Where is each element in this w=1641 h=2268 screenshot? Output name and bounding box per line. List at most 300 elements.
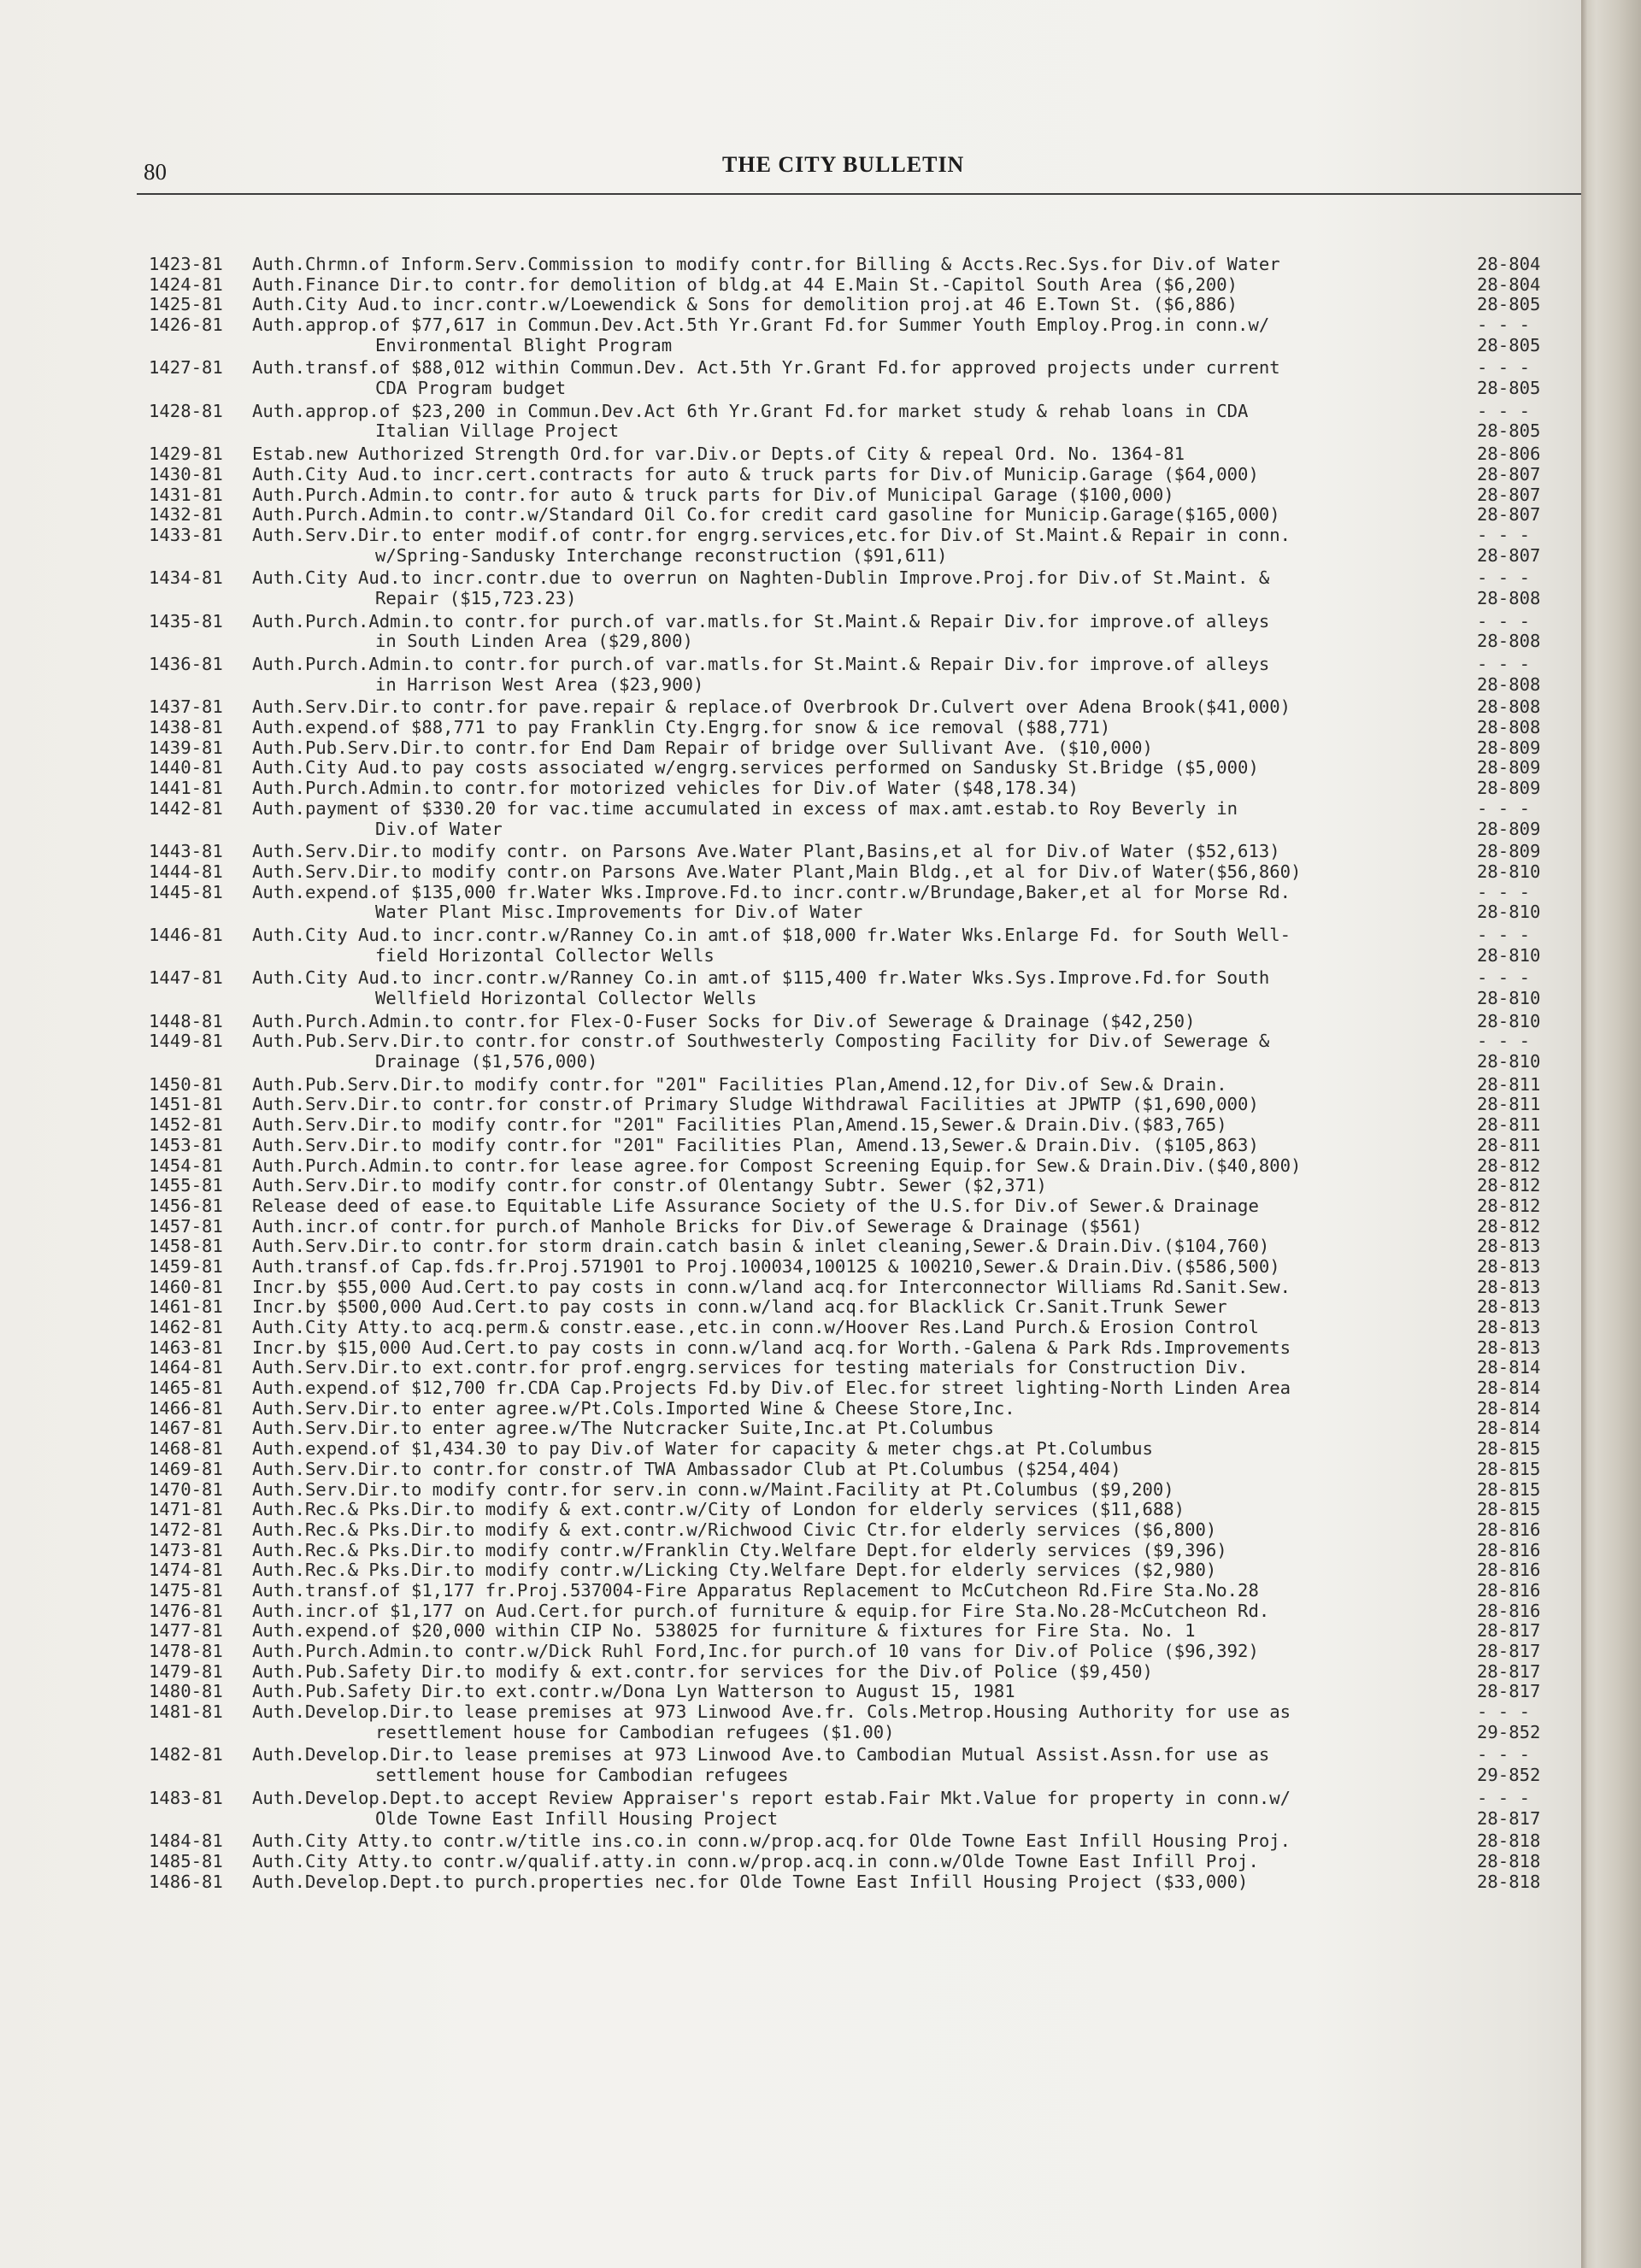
entry-line (0, 444, 1581, 465)
entry-description: Auth.Serv.Dir.to contr.for constr.of TWA Ambassador Club at Pt.Columbus ($254,404) (252, 1459, 1121, 1479)
entry-description: w/Spring-Sandusky Interchange reconstruction ($91,611) (375, 545, 948, 566)
page-reference: 28-813 (1477, 1337, 1541, 1358)
ordinance-number: 1440-81 (149, 757, 223, 779)
ordinance-entry (0, 1642, 1581, 1662)
entry-line (0, 1789, 1581, 1809)
ordinance-number: 1481-81 (149, 1701, 223, 1723)
page-reference: 28-814 (1477, 1357, 1541, 1378)
ordinance-entry (0, 444, 1581, 465)
entry-line (0, 1136, 1581, 1156)
entry-description: Auth.incr.of contr.for purch.of Manhole Bricks for Div.of Sewerage & Drainage ($561) (252, 1216, 1143, 1237)
ordinance-number: 1477-81 (149, 1620, 223, 1642)
entry-line (0, 402, 1581, 422)
ordinance-entry (0, 697, 1581, 718)
ordinance-entry (0, 1136, 1581, 1156)
ordinance-number: 1471-81 (149, 1499, 223, 1520)
page-reference: 28-812 (1477, 1155, 1541, 1176)
entry-line (0, 655, 1581, 675)
entry-line (0, 862, 1581, 883)
entry-line (0, 1075, 1581, 1096)
ordinance-number: 1470-81 (149, 1478, 223, 1500)
ordinance-number: 1436-81 (149, 654, 223, 675)
ordinance-number: 1468-81 (149, 1438, 223, 1460)
ordinance-number: 1431-81 (149, 484, 223, 505)
entry-description: Auth.Serv.Dir.to ext.contr.for prof.engrg.services for testing materials for Construction Div. (252, 1358, 1249, 1378)
page-reference: - - - (1477, 924, 1530, 945)
ordinance-number: 1461-81 (149, 1296, 223, 1318)
ordinance-number: 1454-81 (149, 1155, 223, 1176)
page-reference: 28-810 (1477, 861, 1541, 882)
entry-continuation-line (0, 379, 1581, 399)
entry-line (0, 1581, 1581, 1601)
entry-description: Auth.expend.of $88,771 to pay Franklin Cty.Engrg.for snow & ice removal ($88,771) (252, 718, 1111, 738)
ordinance-number: 1446-81 (149, 924, 223, 945)
ordinance-entry (0, 568, 1581, 608)
page-reference: - - - (1477, 1701, 1530, 1723)
entry-description: Auth.Serv.Dir.to modify contr.for serv.in conn.w/Maint.Facility at Pt.Columbus ($9,200) (252, 1479, 1174, 1500)
ordinance-number: 1457-81 (149, 1215, 223, 1237)
entry-description: Auth.Develop.Dir.to lease premises at 973 Linwood Ave.fr. Cols.Metrop.Housing Authority for use as (252, 1702, 1291, 1723)
entry-description: Auth.Purch.Admin.to contr.w/Standard Oil Co.for credit card gasoline for Municip.Garage($165,000) (252, 505, 1280, 526)
ordinance-number: 1475-81 (149, 1579, 223, 1601)
page-reference: - - - (1477, 400, 1530, 421)
ordinance-entry (0, 1746, 1581, 1786)
entry-description: Auth.payment of $330.20 for vac.time accumulated in excess of max.amt.estab.to Roy Beverly in (252, 798, 1238, 819)
ordinance-number: 1435-81 (149, 610, 223, 632)
page-reference: 28-805 (1477, 294, 1541, 315)
entry-description: Auth.Serv.Dir.to contr.for constr.of Primary Sludge Withdrawal Facilities at JPWTP ($1,690,000) (252, 1095, 1259, 1115)
entry-description: Italian Village Project (375, 421, 620, 442)
ordinance-number: 1466-81 (149, 1397, 223, 1419)
ordinance-entry (0, 1541, 1581, 1561)
entry-line (0, 505, 1581, 526)
entry-line (0, 1115, 1581, 1136)
entry-line (0, 526, 1581, 546)
ordinance-number: 1455-81 (149, 1175, 223, 1196)
page-reference: 28-810 (1477, 1051, 1541, 1072)
entry-line (0, 1621, 1581, 1642)
page-reference: 28-814 (1477, 1418, 1541, 1439)
ordinance-entry (0, 295, 1581, 315)
entry-line (0, 1541, 1581, 1561)
entry-description: Auth.Rec.& Pks.Dir.to modify contr.w/Licking Cty.Welfare Dept.for elderly services ($2,980) (252, 1560, 1217, 1581)
ordinance-entry (0, 612, 1581, 652)
ordinance-entry (0, 1378, 1581, 1399)
page-reference: 28-809 (1477, 841, 1541, 862)
page-reference: 28-812 (1477, 1175, 1541, 1196)
entry-line (0, 883, 1581, 903)
page-reference: 28-808 (1477, 631, 1541, 652)
page-reference: 29-852 (1477, 1765, 1541, 1786)
ordinance-number: 1478-81 (149, 1641, 223, 1662)
entry-description: Wellfield Horizontal Collector Wells (375, 989, 757, 1009)
entry-line (0, 1520, 1581, 1541)
page-reference: 28-815 (1477, 1458, 1541, 1479)
entry-description: Auth.Serv.Dir.to modify contr.for "201" Facilities Plan,Amend.15,Sewer.& Drain.Div.($83,765) (252, 1115, 1227, 1136)
entry-line (0, 295, 1581, 315)
ordinance-number: 1459-81 (149, 1255, 223, 1277)
running-title: THE CITY BULLETIN (722, 152, 965, 177)
entry-line (0, 1439, 1581, 1460)
entry-line (0, 485, 1581, 506)
entry-continuation-line (0, 1766, 1581, 1786)
entry-description: CDA Program budget (375, 379, 567, 399)
ordinance-number: 1429-81 (149, 444, 223, 465)
ordinance-number: 1482-81 (149, 1744, 223, 1766)
page-reference: 28-813 (1477, 1236, 1541, 1257)
page-reference: 28-813 (1477, 1317, 1541, 1338)
entry-line (0, 1852, 1581, 1872)
ordinance-entry (0, 1031, 1581, 1072)
page-reference: 28-816 (1477, 1539, 1541, 1560)
entry-description: Auth.Pub.Safety Dir.to modify & ext.contr.for services for the Div.of Police ($9,450) (252, 1661, 1153, 1682)
entry-description: field Horizontal Collector Wells (375, 945, 715, 966)
page-reference: 28-818 (1477, 1871, 1541, 1892)
page-reference: 28-816 (1477, 1560, 1541, 1581)
entry-line (0, 779, 1581, 799)
ordinance-entry (0, 1872, 1581, 1893)
ordinance-list (0, 255, 1581, 1892)
entry-description: Auth.Chrmn.of Inform.Serv.Commission to modify contr.for Billing & Accts.Rec.Sys.for Div.of Water (252, 254, 1280, 274)
entry-description: Auth.Develop.Dir.to lease premises at 973 Linwood Ave.to Cambodian Mutual Assist.Assn.for use as (252, 1745, 1270, 1766)
ordinance-number: 1474-81 (149, 1560, 223, 1581)
entry-description: Auth.City Aud.to incr.cert.contracts for auto & truck parts for Div.of Municip.Garage ($64,000) (252, 464, 1259, 485)
entry-description: Auth.Rec.& Pks.Dir.to modify & ext.contr.w/Richwood Civic Ctr.for elderly services ($6,800) (252, 1519, 1217, 1540)
ordinance-entry (0, 883, 1581, 923)
ordinance-number: 1469-81 (149, 1458, 223, 1479)
entry-description: Auth.approp.of $23,200 in Commun.Dev.Act 6th Yr.Grant Fd.for market study & rehab loans in CDA (252, 401, 1249, 421)
page-header (0, 0, 1581, 205)
ordinance-number: 1476-81 (149, 1600, 223, 1621)
entry-description: Auth.Purch.Admin.to contr.for Flex-O-Fuser Socks for Div.of Sewerage & Drainage ($42,250) (252, 1011, 1196, 1031)
entry-description: Auth.transf.of Cap.fds.fr.Proj.571901 to Proj.100034,100125 & 100210,Sewer.& Drain.Div.($586,500) (252, 1256, 1280, 1277)
ordinance-entry (0, 1297, 1581, 1318)
page-reference: 28-814 (1477, 1397, 1541, 1419)
ordinance-number: 1484-81 (149, 1830, 223, 1852)
ordinance-entry (0, 1075, 1581, 1096)
page-reference: 28-808 (1477, 673, 1541, 695)
page-reference: 28-808 (1477, 696, 1541, 718)
ordinance-entry (0, 925, 1581, 966)
ordinance-number: 1483-81 (149, 1787, 223, 1808)
entry-line (0, 1338, 1581, 1359)
entry-line (0, 1746, 1581, 1766)
entry-description: Div.of Water (375, 819, 503, 839)
ordinance-number: 1449-81 (149, 1031, 223, 1052)
entry-description: Environmental Blight Program (375, 335, 673, 355)
entry-line (0, 718, 1581, 738)
ordinance-entry (0, 465, 1581, 485)
entry-line (0, 568, 1581, 589)
entry-line (0, 1358, 1581, 1378)
entry-continuation-line (0, 989, 1581, 1009)
entry-continuation-line (0, 422, 1581, 443)
entry-description: Auth.Rec.& Pks.Dir.to modify & ext.contr.w/City of London for elderly services ($11,688) (252, 1500, 1185, 1520)
entry-line (0, 1096, 1581, 1116)
entry-description: Auth.Finance Dir.to contr.for demolition of bldg.at 44 E.Main St.-Capitol South Area ($6,200) (252, 274, 1238, 295)
ordinance-entry (0, 1196, 1581, 1217)
page-reference: 28-807 (1477, 504, 1541, 526)
ordinance-entry (0, 1278, 1581, 1298)
ordinance-entry (0, 799, 1581, 839)
entry-description: Incr.by $500,000 Aud.Cert.to pay costs in conn.w/land acq.for Blacklick Cr.Sanit.Trunk Sewer (252, 1297, 1227, 1318)
entry-line (0, 968, 1581, 989)
entry-line (0, 612, 1581, 632)
entry-description: Drainage ($1,576,000) (375, 1052, 598, 1072)
entry-line (0, 1662, 1581, 1683)
page-reference: - - - (1477, 357, 1530, 379)
page-reference: 28-813 (1477, 1276, 1541, 1297)
entry-continuation-line (0, 675, 1581, 696)
page-reference: - - - (1477, 881, 1530, 902)
ordinance-number: 1467-81 (149, 1418, 223, 1439)
ordinance-number: 1430-81 (149, 463, 223, 485)
page-reference: 28-817 (1477, 1807, 1541, 1829)
ordinance-number: 1462-81 (149, 1317, 223, 1338)
entry-continuation-line (0, 946, 1581, 967)
entry-description: settlement house for Cambodian refugees (375, 1766, 789, 1786)
ordinance-number: 1428-81 (149, 400, 223, 421)
entry-line (0, 738, 1581, 759)
page-reference: 28-814 (1477, 1378, 1541, 1399)
page-reference: 28-813 (1477, 1296, 1541, 1318)
entry-line (0, 1831, 1581, 1852)
entry-line (0, 465, 1581, 485)
page-reference: 28-811 (1477, 1134, 1541, 1155)
page-reference: 28-804 (1477, 253, 1541, 274)
entry-description: in South Linden Area ($29,800) (375, 632, 693, 652)
page-reference: 28-815 (1477, 1499, 1541, 1520)
entry-description: Auth.Serv.Dir.to enter agree.w/Pt.Cols.Imported Wine & Cheese Store,Inc. (252, 1398, 1015, 1419)
ordinance-entry (0, 738, 1581, 759)
page-reference: - - - (1477, 1031, 1530, 1052)
entry-line (0, 1460, 1581, 1480)
ordinance-entry (0, 1789, 1581, 1829)
entry-description: Auth.Purch.Admin.to contr.w/Dick Ruhl Ford,Inc.for purch.of 10 vans for Div.of Police ($96,392) (252, 1642, 1259, 1662)
entry-line (0, 759, 1581, 779)
entry-continuation-line (0, 589, 1581, 609)
entry-line (0, 1297, 1581, 1318)
ordinance-entry (0, 358, 1581, 398)
ordinance-entry (0, 1601, 1581, 1622)
entry-line (0, 1601, 1581, 1622)
ordinance-number: 1485-81 (149, 1850, 223, 1871)
entry-description: Auth.Develop.Dept.to accept Review Appraiser's report estab.Fair Mkt.Value for property in conn.w/ (252, 1788, 1291, 1808)
ordinance-entry (0, 1358, 1581, 1378)
ordinance-number: 1426-81 (149, 314, 223, 336)
entry-continuation-line (0, 1723, 1581, 1743)
ordinance-entry (0, 779, 1581, 799)
page-reference: 28-807 (1477, 463, 1541, 485)
ordinance-entry (0, 759, 1581, 779)
entry-description: Incr.by $55,000 Aud.Cert.to pay costs in conn.w/land acq.for Interconnector Williams Rd.Sanit.Sew. (252, 1277, 1291, 1297)
ordinance-entry (0, 1237, 1581, 1257)
ordinance-number: 1479-81 (149, 1660, 223, 1682)
entry-description: Auth.Purch.Admin.to contr.for auto & truck parts for Div.of Municipal Garage ($100,000) (252, 485, 1174, 505)
page-reference: - - - (1477, 797, 1530, 819)
ordinance-entry (0, 1217, 1581, 1237)
ordinance-number: 1438-81 (149, 717, 223, 738)
entry-continuation-line (0, 632, 1581, 652)
page-reference: - - - (1477, 1744, 1530, 1766)
entry-description: Auth.Serv.Dir.to modify contr.on Parsons Ave.Water Plant,Main Bldg.,et al for Div.of Water($56,860) (252, 861, 1302, 882)
ordinance-number: 1450-81 (149, 1073, 223, 1095)
ordinance-number: 1432-81 (149, 504, 223, 526)
entry-description: Auth.Pub.Safety Dir.to ext.contr.w/Dona Lyn Watterson to August 15, 1981 (252, 1682, 1015, 1702)
entry-description: Auth.City Atty.to acq.perm.& constr.ease.,etc.in conn.w/Hoover Res.Land Purch.& Erosion Control (252, 1318, 1259, 1338)
ordinance-number: 1442-81 (149, 797, 223, 819)
entry-line (0, 1217, 1581, 1237)
entry-line (0, 1176, 1581, 1196)
page-reference: 28-808 (1477, 587, 1541, 608)
ordinance-number: 1445-81 (149, 881, 223, 902)
entry-description: Auth.Serv.Dir.to modify contr.for "201" Facilities Plan, Amend.13,Sewer.& Drain.Div. ($105,863) (252, 1135, 1259, 1155)
entry-description: Repair ($15,723.23) (375, 588, 577, 608)
ordinance-entry (0, 1399, 1581, 1419)
entry-description: Auth.Rec.& Pks.Dir.to modify contr.w/Franklin Cty.Welfare Dept.for elderly services ($9,396) (252, 1540, 1227, 1560)
entry-description: Auth.Serv.Dir.to enter agree.w/The Nutcracker Suite,Inc.at Pt.Columbus (252, 1419, 994, 1439)
ordinance-entry (0, 1338, 1581, 1359)
entry-line (0, 275, 1581, 296)
ordinance-number: 1423-81 (149, 253, 223, 274)
ordinance-entry (0, 1460, 1581, 1480)
ordinance-entry (0, 1831, 1581, 1852)
ordinance-entry (0, 402, 1581, 442)
page-reference: 28-809 (1477, 757, 1541, 779)
entry-description: Auth.City Aud.to incr.contr.w/Ranney Co.in amt.of $18,000 fr.Water Wks.Enlarge Fd. for South Well- (252, 925, 1291, 945)
entry-line (0, 1419, 1581, 1440)
entry-description: Auth.incr.of $1,177 on Aud.Cert.for purch.of furniture & equip.for Fire Sta.No.28-McCutcheon Rd. (252, 1601, 1270, 1621)
page-reference: 28-810 (1477, 944, 1541, 966)
ordinance-entry (0, 1682, 1581, 1702)
ordinance-entry (0, 1581, 1581, 1601)
page-reference: 28-817 (1477, 1620, 1541, 1642)
ordinance-entry (0, 485, 1581, 506)
ordinance-entry (0, 1012, 1581, 1032)
ordinance-entry (0, 718, 1581, 738)
ordinance-entry (0, 1500, 1581, 1520)
header-rule (137, 193, 1594, 195)
entry-description: Auth.City Aud.to incr.contr.due to overrun on Naghten-Dublin Improve.Proj.for Div.of St.Maint. & (252, 568, 1270, 589)
entry-description: Auth.City Aud.to pay costs associated w/engrg.services performed on Sandusky St.Bridge ($5,000) (252, 758, 1259, 779)
entry-line (0, 1318, 1581, 1338)
ordinance-entry (0, 1419, 1581, 1440)
entry-line (0, 842, 1581, 862)
ordinance-number: 1472-81 (149, 1519, 223, 1540)
entry-line (0, 1237, 1581, 1257)
ordinance-entry (0, 1520, 1581, 1541)
page-reference: 28-804 (1477, 273, 1541, 295)
entry-description: Auth.expend.of $1,434.30 to pay Div.of Water for capacity & meter chgs.at Pt.Columbus (252, 1439, 1153, 1460)
ordinance-entry (0, 315, 1581, 355)
entry-continuation-line (0, 546, 1581, 567)
ordinance-number: 1427-81 (149, 357, 223, 379)
entry-description: resettlement house for Cambodian refugees ($1.00) (375, 1722, 895, 1742)
entry-description: Auth.expend.of $20,000 within CIP No. 538025 for furniture & fixtures for Fire Sta. No. 1 (252, 1621, 1196, 1642)
ordinance-number: 1447-81 (149, 967, 223, 989)
ordinance-entry (0, 1662, 1581, 1683)
ordinance-entry (0, 1480, 1581, 1501)
ordinance-entry (0, 1439, 1581, 1460)
ordinance-number: 1451-81 (149, 1094, 223, 1115)
entry-continuation-line (0, 902, 1581, 923)
ordinance-entry (0, 1560, 1581, 1581)
entry-line (0, 925, 1581, 946)
entry-description: Auth.City Atty.to contr.w/title ins.co.in conn.w/prop.acq.for Olde Towne East Infill Housing Proj. (252, 1831, 1291, 1852)
entry-description: Auth.Serv.Dir.to enter modif.of contr.for engrg.services,etc.for Div.of St.Maint.& Repair in conn. (252, 525, 1291, 545)
gutter-edge (1581, 0, 1588, 2268)
ordinance-number: 1448-81 (149, 1010, 223, 1031)
ordinance-entry (0, 862, 1581, 883)
entry-line (0, 315, 1581, 336)
ordinance-number: 1425-81 (149, 294, 223, 315)
page-reference: 28-817 (1477, 1681, 1541, 1702)
ordinance-entry (0, 1115, 1581, 1136)
ordinance-number: 1486-81 (149, 1871, 223, 1892)
entry-line (0, 1399, 1581, 1419)
page-reference: 28-816 (1477, 1519, 1541, 1540)
ordinance-entry (0, 1156, 1581, 1177)
page-reference: 28-815 (1477, 1438, 1541, 1460)
entry-description: Incr.by $15,000 Aud.Cert.to pay costs in conn.w/land acq.for Worth.-Galena & Park Rds.Improvements (252, 1337, 1291, 1358)
entry-line (0, 1480, 1581, 1501)
entry-description: Auth.Pub.Serv.Dir.to modify contr.for "201" Facilities Plan,Amend.12,for Div.of Sew.& Drain. (252, 1074, 1227, 1095)
entry-description: Auth.expend.of $135,000 fr.Water Wks.Improve.Fd.to incr.contr.w/Brundage,Baker,et al for Morse Rd. (252, 882, 1291, 902)
page-reference: - - - (1477, 654, 1530, 675)
page-reference: - - - (1477, 967, 1530, 989)
ordinance-number: 1456-81 (149, 1195, 223, 1216)
entry-line (0, 1257, 1581, 1278)
page-reference: 29-852 (1477, 1721, 1541, 1742)
ordinance-entry (0, 505, 1581, 526)
entry-description: Auth.Serv.Dir.to contr.for pave.repair & replace.of Overbrook Dr.Culvert over Adena Brook($41,000) (252, 697, 1291, 718)
page-reference: - - - (1477, 610, 1530, 632)
ordinance-number: 1437-81 (149, 696, 223, 718)
entry-line (0, 1196, 1581, 1217)
page-reference: 28-805 (1477, 420, 1541, 442)
page-reference: 28-809 (1477, 737, 1541, 758)
page-reference: 28-809 (1477, 818, 1541, 839)
entry-description: Auth.Develop.Dept.to purch.properties nec.for Olde Towne East Infill Housing Project ($33,000) (252, 1871, 1249, 1892)
entry-line (0, 1500, 1581, 1520)
page-reference: - - - (1477, 524, 1530, 545)
page-reference: 28-811 (1477, 1094, 1541, 1115)
entry-description: Auth.Pub.Serv.Dir.to contr.for constr.of Southwesterly Composting Facility for Div.of Sewerage & (252, 1031, 1270, 1052)
page-reference: 28-812 (1477, 1195, 1541, 1216)
ordinance-entry (0, 1096, 1581, 1116)
entry-continuation-line (0, 336, 1581, 356)
page-reference: 28-807 (1477, 544, 1541, 566)
page-reference: 28-817 (1477, 1641, 1541, 1662)
ordinance-number: 1465-81 (149, 1378, 223, 1399)
entry-continuation-line (0, 1052, 1581, 1072)
ordinance-number: 1458-81 (149, 1236, 223, 1257)
entry-continuation-line (0, 1809, 1581, 1830)
entry-description: Auth.Purch.Admin.to contr.for purch.of var.matls.for St.Maint.& Repair Div.for improve.of alleys (252, 655, 1270, 675)
ordinance-entry (0, 526, 1581, 566)
entry-line (0, 1682, 1581, 1702)
ordinance-number: 1434-81 (149, 567, 223, 589)
page-reference: 28-809 (1477, 778, 1541, 799)
ordinance-entry (0, 1318, 1581, 1338)
entry-description: Auth.approp.of $77,617 in Commun.Dev.Act.5th Yr.Grant Fd.for Summer Youth Employ.Prog.in conn.w/ (252, 315, 1270, 336)
page-reference: 28-810 (1477, 1010, 1541, 1031)
entry-description: Auth.Purch.Admin.to contr.for lease agree.for Compost Screening Equip.for Sew.& Drain.Div.($40,800) (252, 1155, 1302, 1176)
entry-description: Olde Towne East Infill Housing Project (375, 1808, 779, 1829)
entry-continuation-line (0, 820, 1581, 840)
page-reference: 28-808 (1477, 717, 1541, 738)
page-reference: 28-811 (1477, 1114, 1541, 1136)
